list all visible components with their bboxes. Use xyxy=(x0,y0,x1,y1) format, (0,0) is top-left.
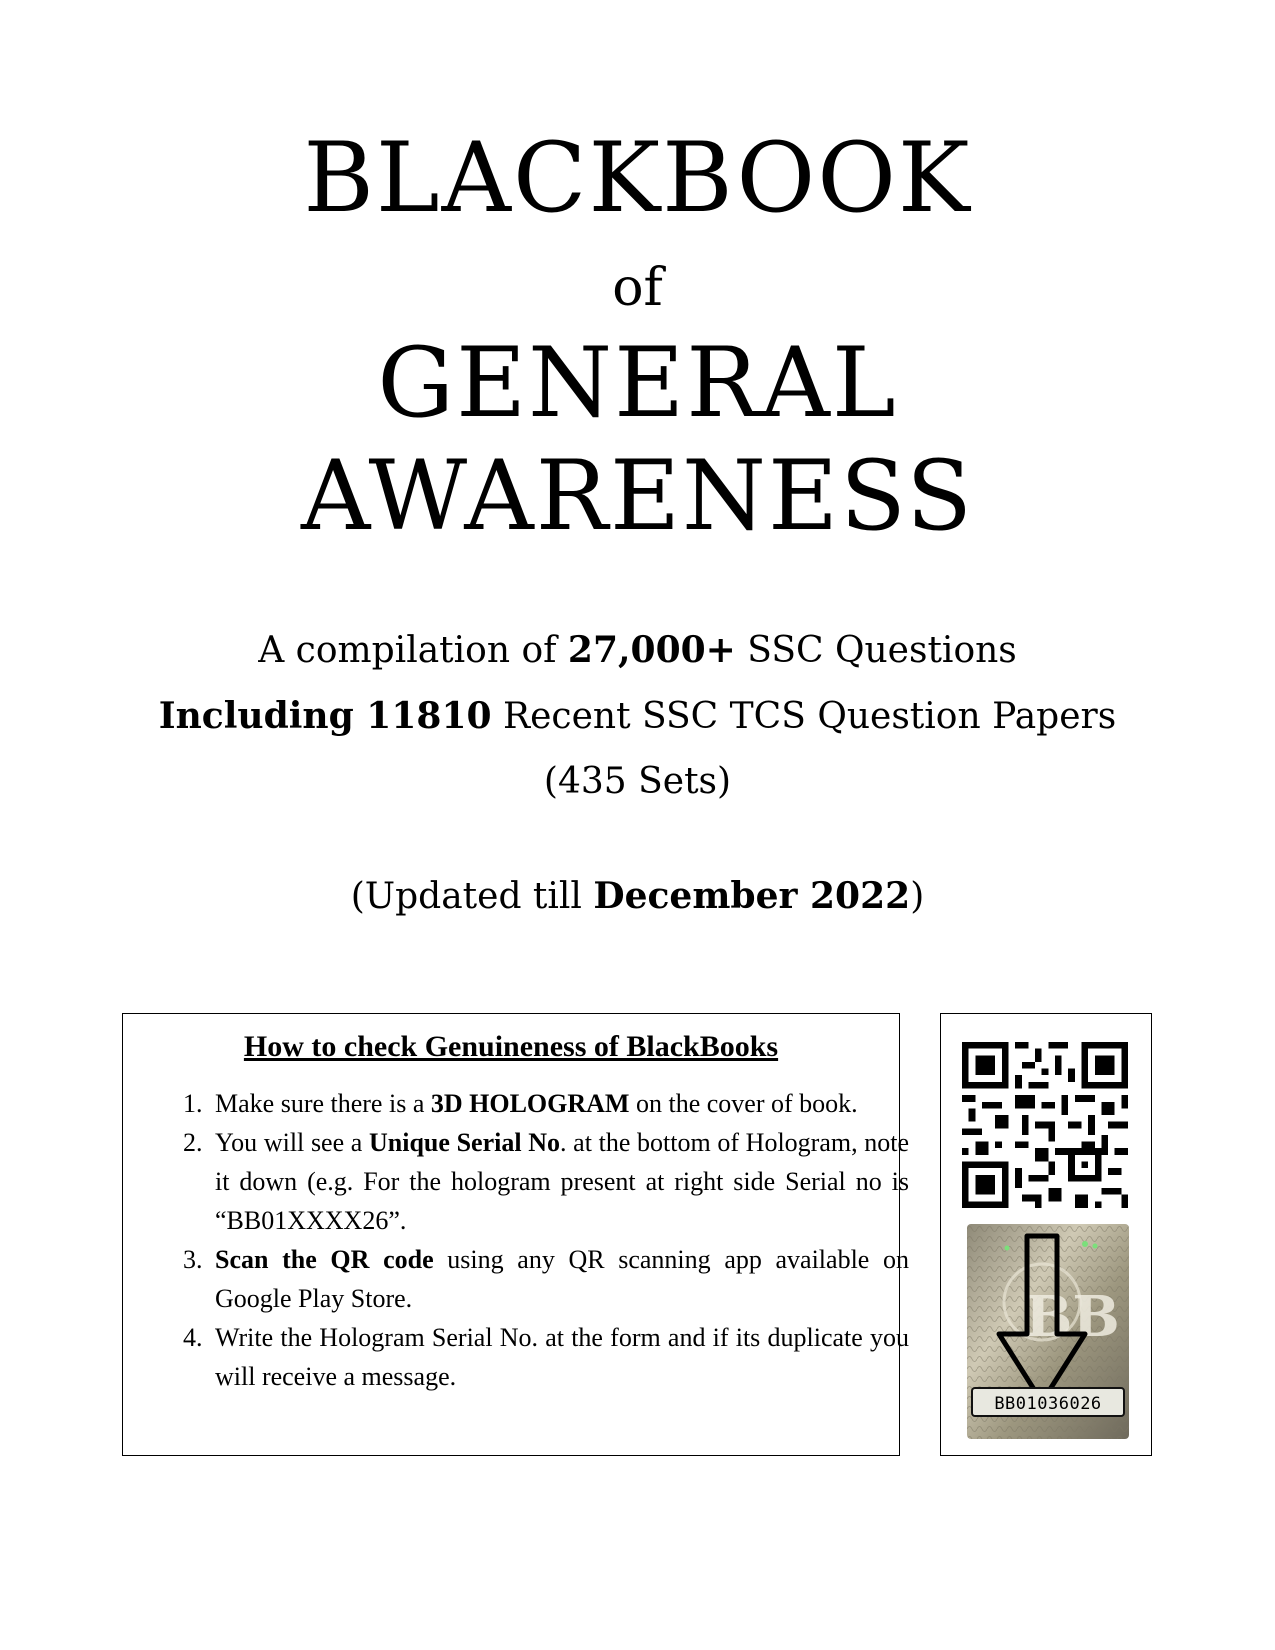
book-title-line3: AWARENESS xyxy=(301,440,974,552)
hologram-image xyxy=(967,1224,1129,1439)
step-3: 3. Scan the QR code using any QR scanning app available on Google Play Store. xyxy=(209,1240,909,1318)
hologram-serial: BB01036026 xyxy=(971,1387,1125,1417)
genuineness-steps xyxy=(173,1084,909,1396)
step-4: 4. Write the Hologram Serial No. at the form and if its duplicate you will receive a message. xyxy=(209,1318,909,1396)
book-title-of: of xyxy=(612,258,663,318)
subtitle-compilation: A compilation of 27,000+ SSC Questions xyxy=(258,629,1017,671)
subtitle-sets: (435 Sets) xyxy=(543,761,732,802)
verification-box xyxy=(940,1013,1152,1456)
subtitle-updated: (Updated till December 2022) xyxy=(350,875,925,917)
book-title-line1: BLACKBOOK xyxy=(303,122,972,234)
step-2: 2. You will see a Unique Serial No. at the bottom of Hologram, note it down (e.g. For the hologram present at right side Serial no is “BB01XXXX26”. xyxy=(209,1123,909,1240)
book-title-line2: GENERAL xyxy=(377,327,898,439)
genuineness-heading: How to check Genuineness of BlackBooks xyxy=(243,1030,779,1063)
subtitle-including: Including 11810 Recent SSC TCS Question Papers xyxy=(158,695,1117,737)
hologram-logo: BB xyxy=(1025,1284,1120,1350)
genuineness-box xyxy=(122,1013,910,1456)
qr-code[interactable] xyxy=(962,1042,1128,1208)
step-1: 1. Make sure there is a 3D HOLOGRAM on the cover of book. xyxy=(209,1084,909,1123)
